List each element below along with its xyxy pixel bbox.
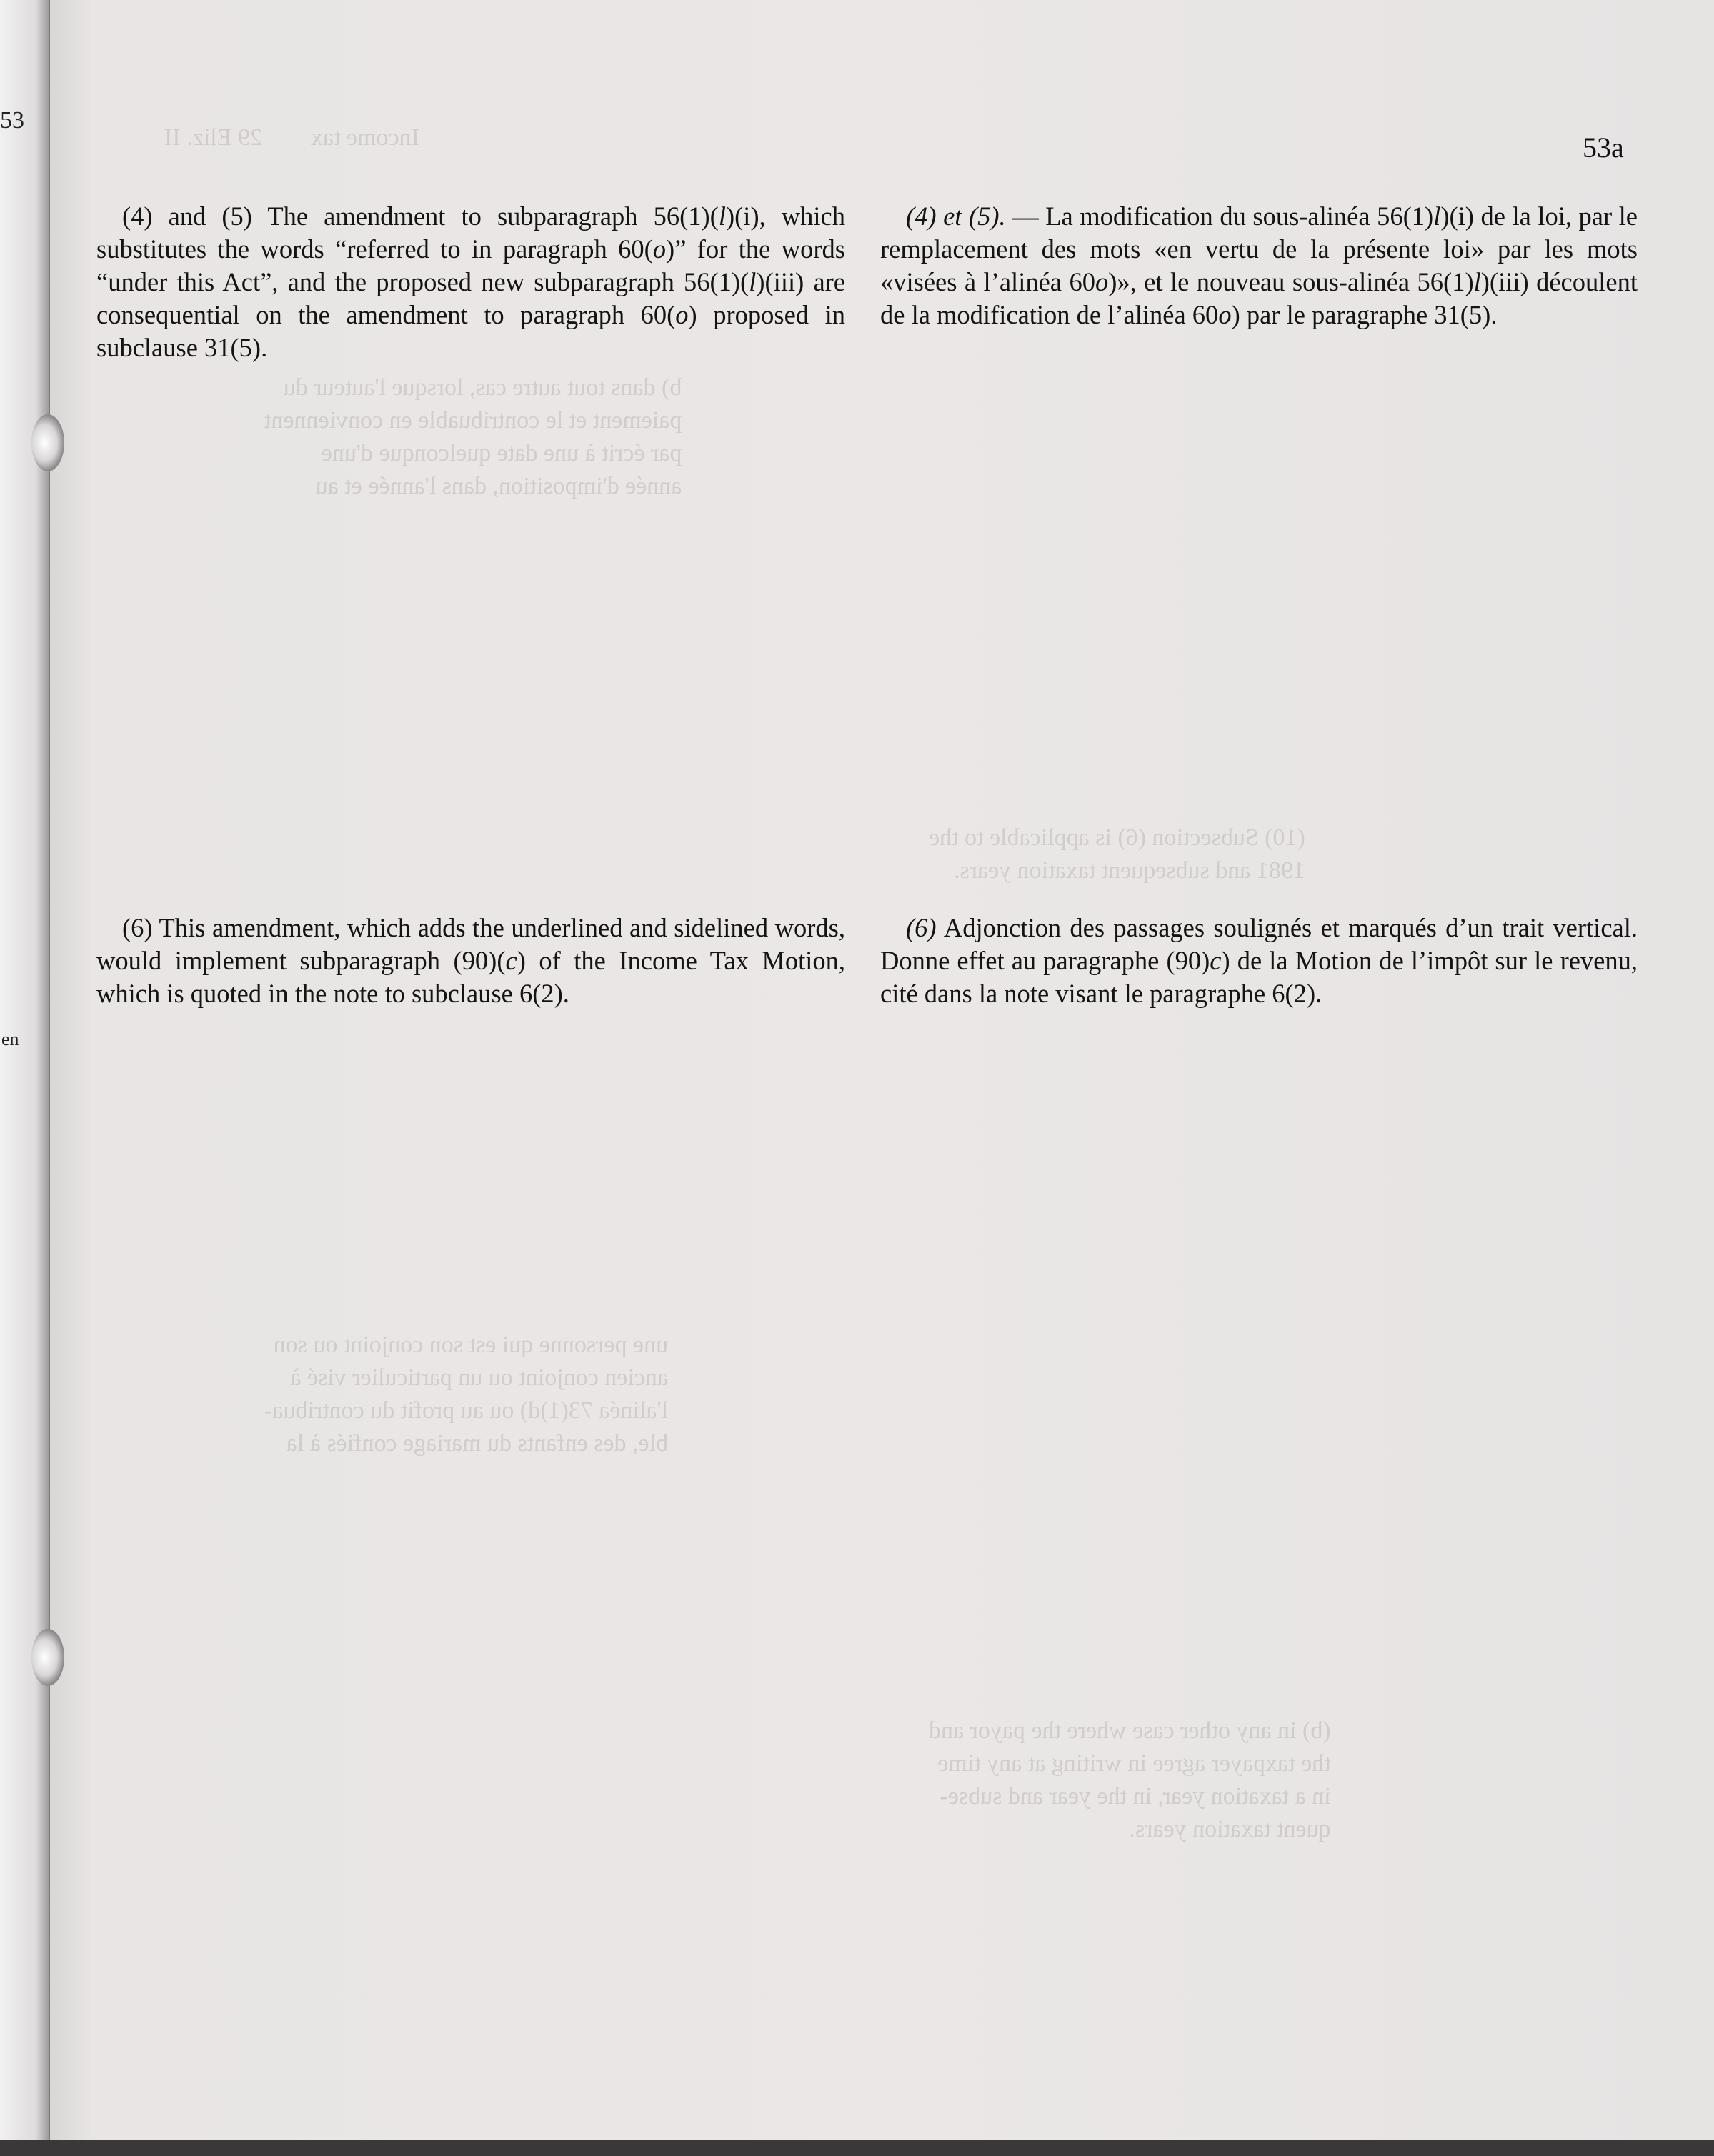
note-fr-4-5: (4) et (5). — La modification du sous-alinéa 56(1)l)(i) de la loi, par le remplacement des mots «en vertu de la présente loi» par les mots «visées à l’alinéa 60o)», et le nouveau sous-alinéa 56(1)l)(iii) découlent de la modification de l’alinéa 60o) par le paragraphe 31(5). bbox=[880, 201, 1638, 329]
edge-page-ref: 53 bbox=[0, 107, 24, 134]
bleed-through-block-2: (10) Subsection (6) is applicable to the 1981 and subsequent taxation years. bbox=[929, 824, 1305, 884]
edge-fragment: en bbox=[1, 1029, 19, 1049]
bleed-through-block-3: une personne qui est son conjoint ou son ancien conjoint ou un particulier visé à l'alinéa 73(1)d) ou au profit du contribua- ble, des enfants du mariage confiés à la bbox=[264, 1332, 669, 1457]
note-fr-6: (6) Adjonction des passages soulignés et marqués d’un trait vertical. Donne effet au paragraphe (90)c) de la Motion de l’impôt sur le revenu, cité dans la note visant le paragraphe 6(2). bbox=[880, 913, 1638, 1008]
bleed-through-block-1: b) dans tout autre cas, lorsque l'auteur du paiement et le contribuable en conviennent par écrit à une date quelconque d'une année d'imposition, dans l'année et au bbox=[264, 374, 682, 499]
bleed-through-header: Income tax 29 Eliz. II bbox=[164, 124, 419, 151]
french-notes-column bbox=[880, 200, 1638, 1010]
punch-hole-top bbox=[31, 414, 64, 471]
page-number: 53a bbox=[1583, 131, 1624, 164]
bottom-scan-edge bbox=[0, 2140, 1714, 2156]
punch-hole-bottom bbox=[31, 1629, 64, 1686]
note-en-6: (6) This amendment, which adds the underlined and sidelined words, would implement subparagraph (90)(c) of the Income Tax Motion, which is quoted in the note to subclause 6(2). bbox=[96, 913, 846, 1008]
english-notes-column bbox=[96, 200, 845, 1010]
bleed-through-block-4: (b) in any other case where the payor and the taxpayer agree in writing at any time in a taxation year, in the year and subse- quent taxation years. bbox=[929, 1717, 1331, 1842]
binding-edge bbox=[0, 0, 50, 2156]
note-en-4-5: (4) and (5) The amendment to subparagraph 56(1)(l)(i), which substitutes the words “referred to in paragraph 60(o)” for the words “under this Act”, and the proposed new subparagraph 56(1)(l)(iii) are consequential on the amendment to paragraph 60(o) proposed in subclause 31(5). bbox=[96, 201, 845, 362]
